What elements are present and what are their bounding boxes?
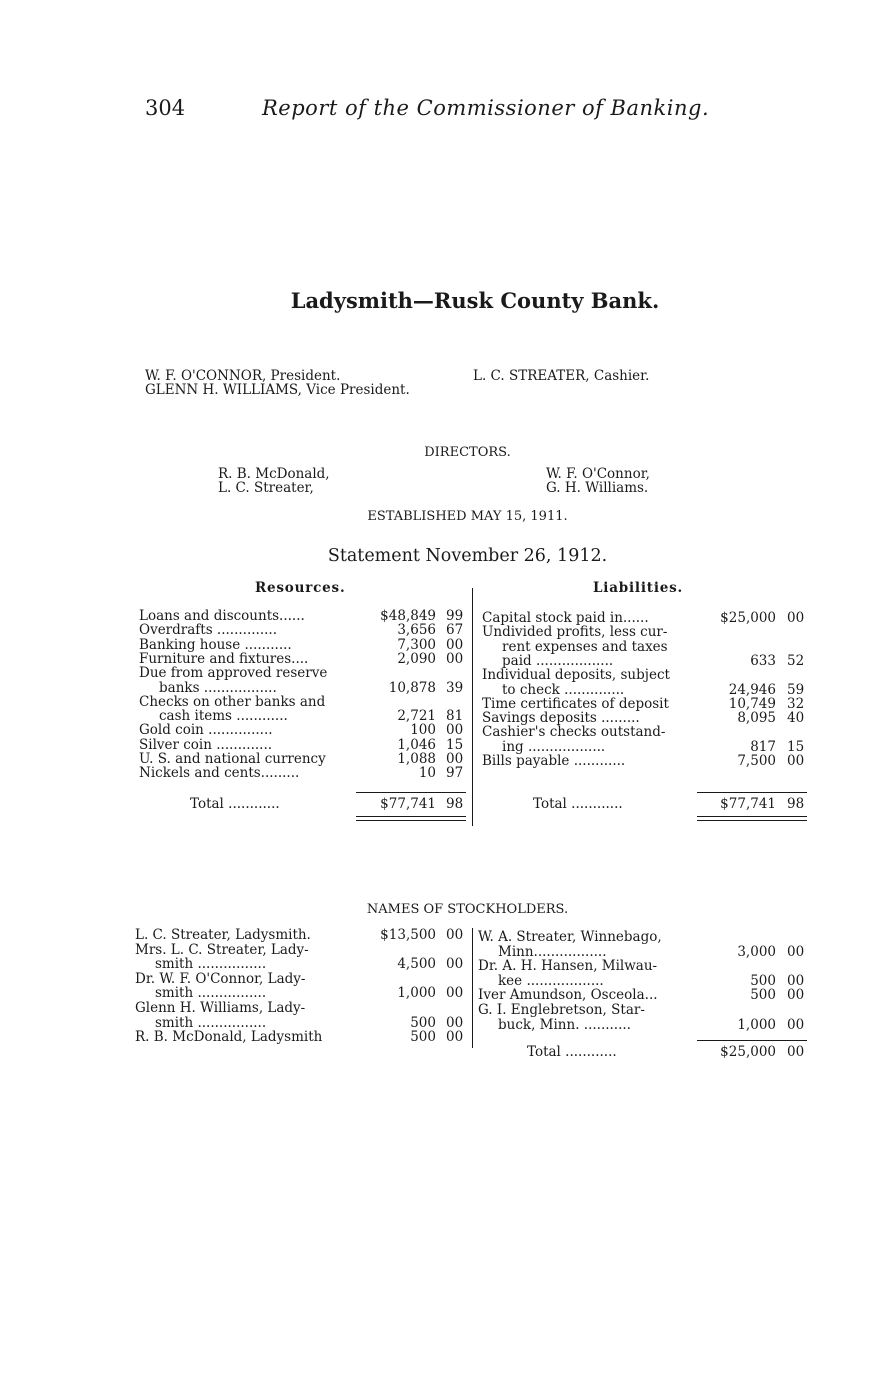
liabilities-total-amount [0,797,895,811]
liabilities-row [0,608,895,626]
row-label: Cashier's checks outstand- [482,724,666,741]
row-label: Savings deposits ......... [482,710,640,727]
row-cents: 00 [787,610,805,626]
row-cents: 00 [446,636,464,653]
row-label: Iver Amundson, Osceola... [478,987,658,1004]
row-dollars: 7,500 [737,753,776,769]
row-dollars: 3,656 [397,622,436,639]
stockholders-total-amount [0,1045,895,1059]
row-label: ing .................. [502,738,606,755]
stockholder-row [0,970,895,989]
row-label: rent expenses and taxes [502,638,668,655]
liabilities-row [0,622,895,641]
row-label: R. B. McDonald, Ladysmith [135,1029,323,1046]
row-dollars: 10 [418,765,436,782]
row-label: Due from approved reserve [139,665,328,682]
row-label: cash items ............ [159,708,288,725]
row-dollars: 817 [750,738,776,755]
total-dollars: $77,741 [380,796,436,812]
row-label: Silver coin ............. [139,736,273,753]
row-label: Gold coin ............... [139,722,273,739]
resources-total-rule [356,792,466,793]
row-label: Mrs. L. C. Streater, Lady- [135,941,309,958]
row-label: W. A. Streater, Winnebago, [478,929,662,945]
running-title: Report of the Commissioner of Banking. [262,96,710,120]
row-label: Undivided profits, less cur- [482,624,668,641]
liabilities-row [0,650,895,669]
row-label: G. I. Englebretson, Star- [478,1002,645,1018]
row-label: buck, Minn. ........... [498,1016,631,1033]
row-dollars: $48,849 [380,608,436,624]
liabilities-row [0,679,895,698]
row-label: smith ................ [155,956,267,973]
total-cents: 98 [446,796,464,812]
row-label: Time certificates of deposit [482,695,669,712]
row-dollars: 4,500 [397,956,436,973]
total-cents: 00 [787,1044,805,1060]
row-cents: 00 [787,1016,805,1033]
director-name: W. F. O'Connor, [546,466,650,482]
row-cents: 97 [446,765,464,782]
stockholder-row [0,985,895,1004]
director-name: R. B. McDonald, [218,466,330,482]
row-label: kee .................. [498,972,604,989]
total-label: Total ............ [527,1044,617,1060]
liabilities-heading: Liabilities. [593,580,684,596]
liabilities-row [0,708,895,727]
row-cents: 00 [787,987,805,1004]
row-cents: 40 [787,710,805,727]
row-dollars: 2,090 [397,650,436,667]
stockholder-row [0,927,895,945]
row-cents: 15 [787,738,805,755]
director-name: G. H. Williams. [546,480,649,496]
row-dollars: 1,046 [397,736,436,753]
row-label: Capital stock paid in...... [482,610,649,626]
liabilities-row [0,736,895,755]
row-cents: 00 [446,927,464,943]
row-cents: 15 [446,736,464,753]
resources-heading: Resources. [255,580,346,596]
statement-title: Statement November 26, 1912. [327,546,608,566]
row-cents: 67 [446,622,464,639]
total-dollars: $25,000 [720,1044,776,1060]
row-dollars: 1,088 [397,751,436,767]
row-label: to check .............. [502,681,625,698]
liabilities-row [0,693,895,712]
stockholder-row [0,1000,895,1018]
row-dollars: 10,878 [388,679,436,696]
row-dollars: 8,095 [737,710,776,727]
row-cents: 00 [446,956,464,973]
row-label: smith ................ [155,1014,267,1031]
row-cents: 81 [446,708,464,725]
row-dollars: 3,000 [737,943,776,960]
bank-title: Ladysmith—Rusk County Bank. [290,288,660,313]
row-label: Minn................. [498,943,607,960]
row-dollars: 500 [410,1014,436,1031]
row-label: banks ................. [159,679,277,696]
directors-heading: DIRECTORS. [424,445,511,460]
officer-cashier: L. C. STREATER, Cashier. [473,368,650,384]
stockholders-heading: NAMES OF STOCKHOLDERS. [366,902,569,917]
row-dollars: 500 [750,972,776,989]
total-dollars: $77,741 [720,796,776,812]
row-cents: 00 [787,753,805,769]
row-cents: 52 [787,652,805,669]
row-cents: 00 [446,722,464,739]
row-dollars: 500 [410,1029,436,1046]
row-dollars: 1,000 [397,985,436,1002]
liabilities-row [0,751,895,769]
row-label: paid .................. [502,652,614,669]
row-dollars: $25,000 [720,610,776,626]
row-dollars: 100 [410,722,436,739]
row-cents: 00 [446,1014,464,1031]
liabilities-double-rule [697,816,807,821]
row-cents: 32 [787,695,805,712]
liabilities-row [0,636,895,655]
stockholder-row [0,956,895,975]
row-label: Furniture and fixtures.... [139,650,309,667]
officer-vice-president: GLENN H. WILLIAMS, Vice President. [145,382,410,398]
row-label: U. S. and national currency [139,751,326,767]
director-name: L. C. Streater, [218,480,314,496]
row-dollars: 1,000 [737,1016,776,1033]
stockholder-row [0,941,895,960]
row-cents: 99 [446,608,464,624]
row-label: L. C. Streater, Ladysmith. [135,927,311,943]
row-label: Glenn H. Williams, Lady- [135,1000,306,1016]
row-label: Dr. A. H. Hansen, Milwau- [478,958,658,975]
officer-president: W. F. O'CONNOR, President. [145,368,341,384]
row-dollars: 500 [750,987,776,1004]
row-cents: 00 [446,985,464,1002]
row-label: Individual deposits, subject [482,667,670,684]
row-label: Bills payable ............ [482,753,626,769]
row-cents: 39 [446,679,464,696]
row-label: smith ................ [155,985,267,1002]
row-cents: 00 [446,650,464,667]
stockholder-row [0,1014,895,1033]
total-cents: 98 [787,796,805,812]
row-label: Dr. W. F. O'Connor, Lady- [135,970,306,987]
row-cents: 00 [787,943,805,960]
row-dollars: 633 [750,652,776,669]
stockholders-total-rule [697,1040,807,1041]
row-dollars: 2,721 [397,708,436,725]
row-dollars: 10,749 [728,695,776,712]
liabilities-total-rule [697,792,807,793]
row-dollars: 24,946 [728,681,776,698]
row-label: Overdrafts .............. [139,622,277,639]
row-cents: 59 [787,681,805,698]
row-label: Nickels and cents......... [139,765,300,782]
total-label: Total ............ [190,796,280,812]
resources-double-rule [356,816,466,821]
row-label: Checks on other banks and [139,693,326,710]
row-label: Loans and discounts...... [139,608,305,624]
page-number: 304 [145,96,186,120]
established-date: ESTABLISHED MAY 15, 1911. [367,509,568,524]
liabilities-row [0,665,895,684]
row-cents: 00 [446,1029,464,1046]
row-label: Banking house ........... [139,636,292,653]
row-cents: 00 [787,972,805,989]
row-dollars: $13,500 [380,927,436,943]
row-cents: 00 [446,751,464,767]
liabilities-row [0,722,895,741]
row-dollars: 7,300 [397,636,436,653]
total-label: Total ............ [533,796,623,812]
